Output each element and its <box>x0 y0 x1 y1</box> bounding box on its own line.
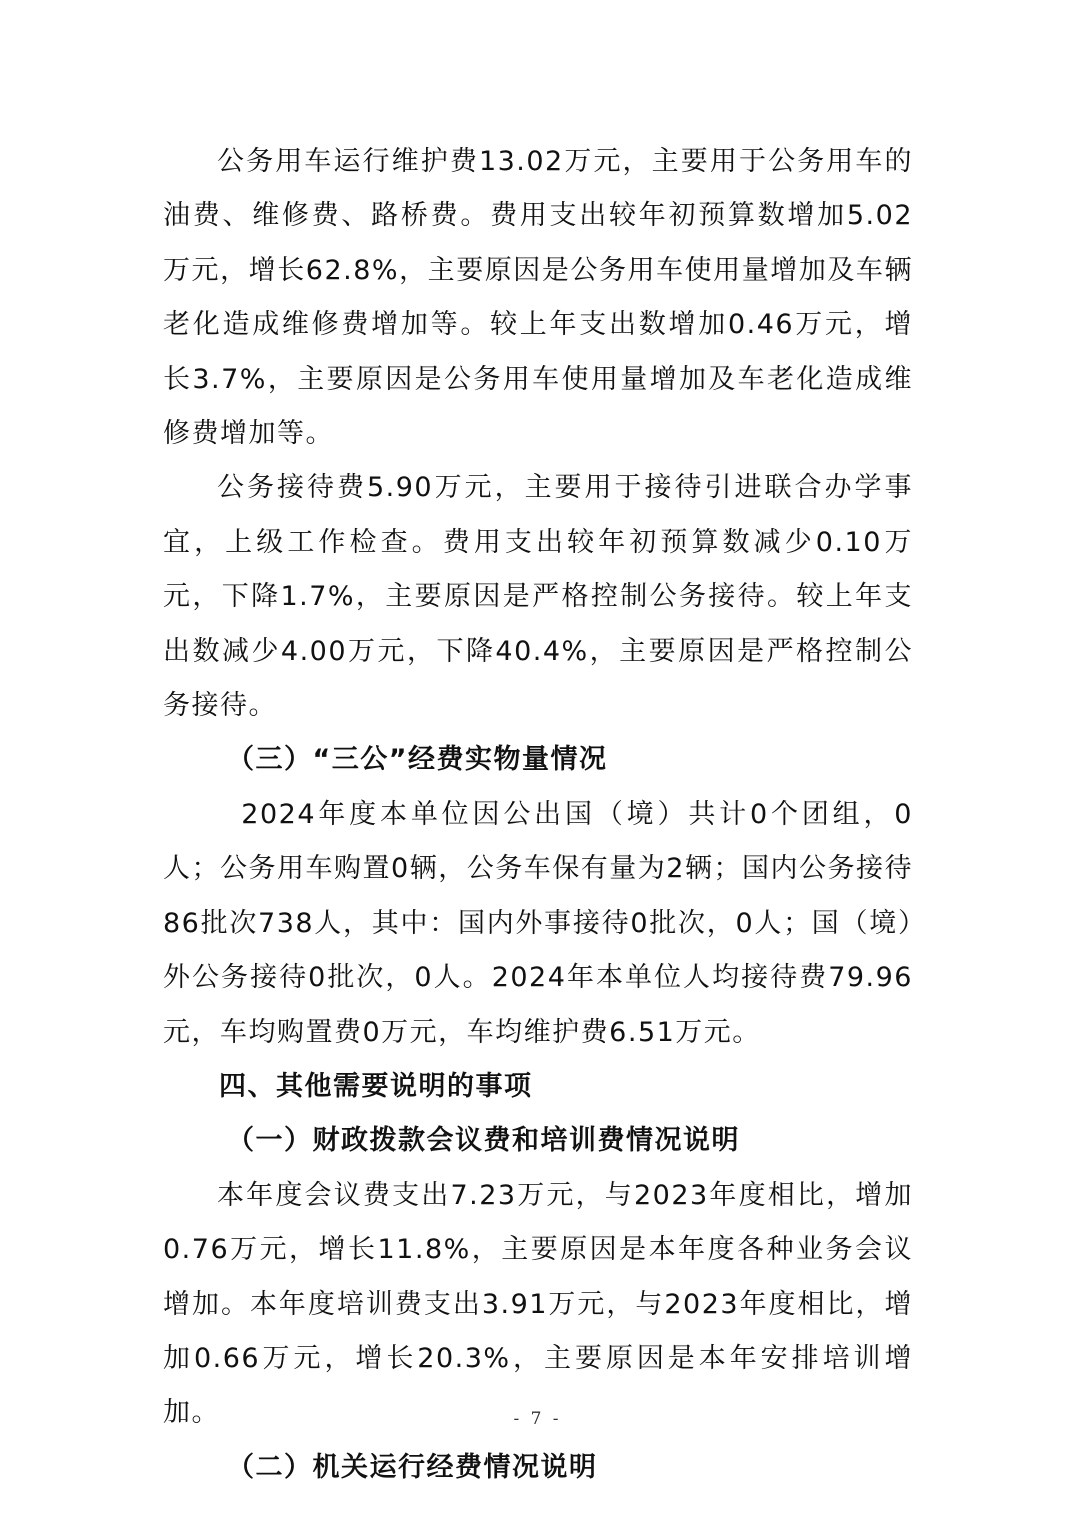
heading-operating-costs: （二）机关运行经费情况说明 <box>227 1451 598 1483</box>
page-content <box>163 135 913 1495</box>
heading-three-public-quantity: （三）“三公”经费实物量情况 <box>227 744 608 776</box>
page-number: - 7 - <box>513 1409 562 1429</box>
heading-other-matters: 四、其他需要说明的事项 <box>219 1070 533 1102</box>
paragraph-reception: 公务接待费5.90万元，主要用于接待引进联合办学事宜，上级工作检查。费用支出较年初预算数减少0.10万元，下降1.7%，主要原因是严格控制公务接待。较上年支出数减少4.00万元，下降40.4%，主要原因是严格控制公务接待。 <box>163 472 913 722</box>
paragraph-vehicle-maintenance: 公务用车运行维护费13.02万元，主要用于公务用车的油费、维修费、路桥费。费用支出较年初预算数增加5.02万元，增长62.8%，主要原因是公务用车使用量增加及车辆老化造成维修费增加等。较上年支出数增加0.46万元，增长3.7%，主要原因是公务用车使用量增加及车老化造成维修费增加等。 <box>163 146 913 450</box>
paragraph-physical-quantity: 2024年度本单位因公出国（境）共计0个团组，0人；公务用车购置0辆，公务车保有量为2辆；国内公务接待86批次738人，其中：国内外事接待0批次，0人；国（境）外公务接待0批次，0人。2024年本单位人均接待费79.96元，车均购置费0万元，车均维护费6.51万元。 <box>163 798 913 1048</box>
paragraph-meeting-training: 本年度会议费支出7.23万元，与2023年度相比，增加0.76万元，增长11.8%，主要原因是本年度各种业务会议增加。本年度培训费支出3.91万元，与2023年度相比，增加0.66万元，增长20.3%，主要原因是本年安排培训增加。 <box>163 1179 913 1429</box>
heading-meeting-training: （一）财政拨款会议费和培训费情况说明 <box>227 1125 740 1157</box>
